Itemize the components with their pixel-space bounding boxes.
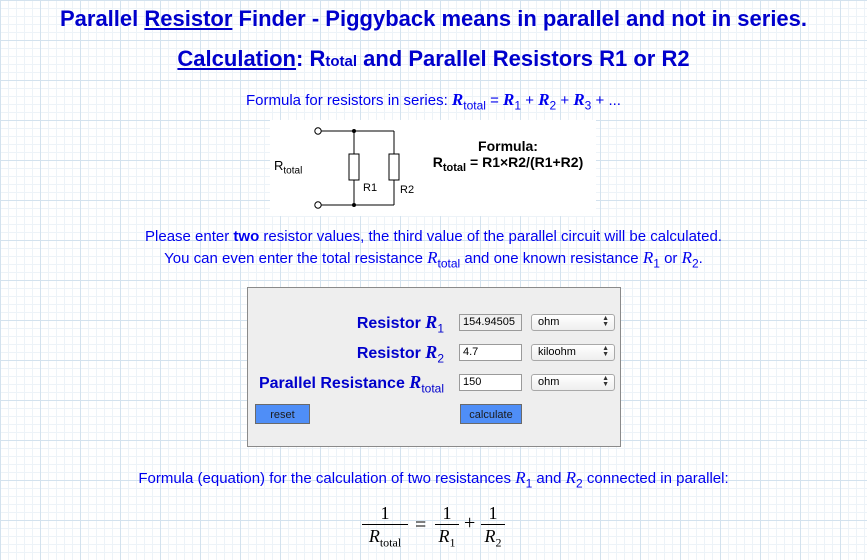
select-arrows-icon: ▲ ▼	[602, 375, 609, 388]
circuit-diagram	[270, 120, 596, 216]
calculate-button[interactable]: calculate	[460, 404, 522, 424]
formula-heading: Formula:	[478, 138, 538, 154]
calculator-panel	[247, 287, 621, 447]
reset-button[interactable]: reset	[255, 404, 310, 424]
page-subtitle: Calculation: Rtotal and Parallel Resistors R1 or R2	[177, 46, 690, 71]
resistor-r1-input[interactable]: 154.94505	[459, 314, 522, 331]
instructions	[0, 226, 867, 274]
fraction-r1: 1 $R_1$	[433, 502, 461, 554]
resistor-link[interactable]: Resistor	[144, 6, 233, 31]
parallel-equation	[360, 500, 510, 560]
resistor-r1-unit-select[interactable]: ohm ▲ ▼	[531, 314, 615, 331]
resistor-r2-input[interactable]: 4.7	[459, 344, 522, 361]
r2-label: R2	[400, 184, 415, 196]
r1-label: R1	[363, 182, 378, 194]
page-title: Parallel Resistor Finder - Piggyback means in parallel and not in series.	[59, 6, 808, 31]
parallel-resistance-label: Parallel Resistance $R_{total}$	[258, 372, 444, 396]
series-formula: Formula for resistors in series: $R_{total} = R_1 + R_2 + R_3$ + ...	[246, 90, 621, 113]
instructions-line-2: You can even enter the total resistance $R_{total}$ and one known resistance $R_1$ or $R_2$.	[164, 248, 703, 271]
parallel-resistance-input[interactable]: 150	[459, 374, 522, 391]
formula-expression: $R_{total} = R1\times R2/(R1+R2)$	[432, 154, 584, 174]
fraction-r2: 1 $R_2$	[479, 502, 507, 554]
rtotal-label: $R_{total}$	[274, 158, 303, 177]
resistor-r2-unit-select[interactable]: kiloohm ▲ ▼	[531, 344, 615, 361]
resistor-r2-label: Resistor $R_2$	[356, 342, 444, 366]
fraction-rtotal: 1 $R_{total}$	[360, 502, 410, 554]
calculation-link[interactable]: Calculation	[177, 46, 296, 71]
select-arrows-icon: ▲ ▼	[602, 315, 609, 328]
parallel-resistance-unit-select[interactable]: ohm ▲ ▼	[531, 374, 615, 391]
select-arrows-icon: ▲ ▼	[602, 345, 609, 358]
parallel-formula-box	[420, 138, 596, 174]
parallel-formula-heading: Formula (equation) for the calculation of two resistances $R_1$ and $R_2$ connected in parallel:	[138, 468, 729, 491]
plus-sign: +	[464, 512, 476, 534]
equals-sign: =	[415, 514, 427, 536]
resistor-r1-label: Resistor $R_1$	[356, 312, 444, 336]
instructions-line-1: Please enter two resistor values, the third value of the parallel circuit will be calculated.	[145, 228, 722, 245]
